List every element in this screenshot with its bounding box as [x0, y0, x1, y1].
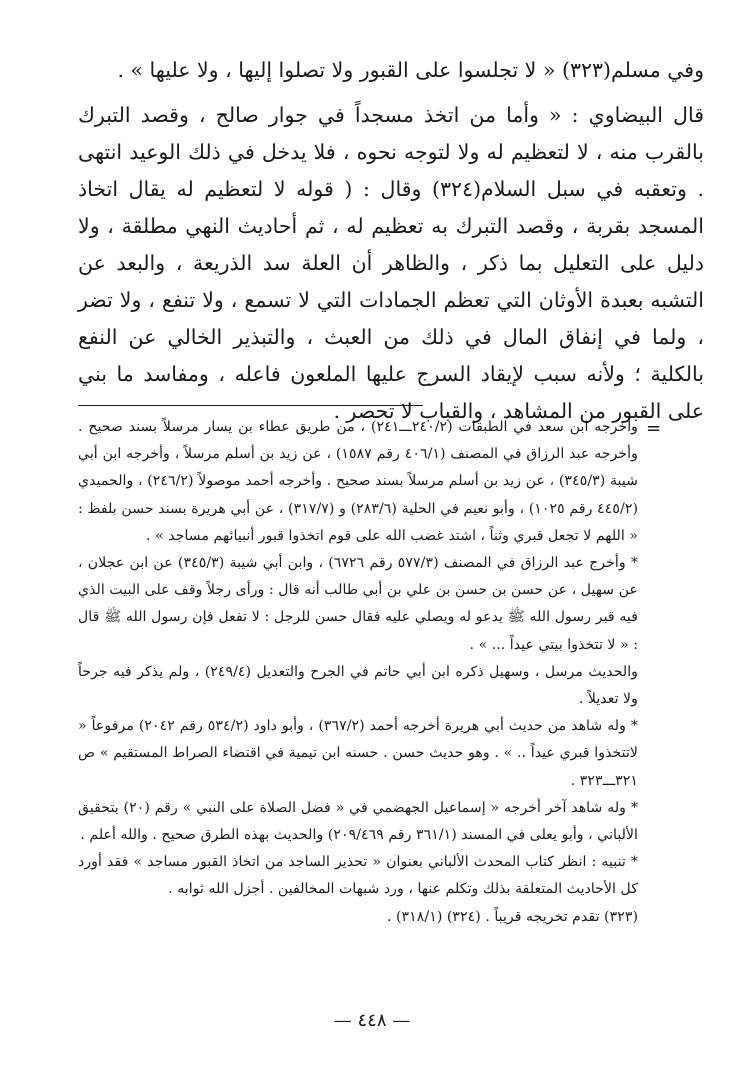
footnote-divider [78, 405, 423, 406]
continuation-mark: = [646, 418, 662, 439]
footnote-p3: والحديث مرسل ، وسهيل ذكره ابن أبي حاتم في الجرح والتعديل (٢٤٩/٤) ، ولم يذكر فيه جرحاً ولا تعديلاً . [78, 663, 638, 708]
footnote-p2: * وأخرج عبد الرزاق في المصنف (٥٧٧/٣ رقم ٦٧٢٦) ، وابن أبي شيبة (٣٤٥/٣) عن ابن عجلان ، عن سهيل ، عن حسن بن حسن بن علي بن أبي طالب أنه قال : ورأى رجلاً وقف على البيت الذي فيه قبر رسول الله ﷺ يدعو له ويصلي عليه فقال حسن للرجل : لا تفعل فإن رسول الله ﷺ قال : « لا تتخذوا بيتي عيداً ... » . [78, 555, 638, 653]
footnote-p4: * وله شاهد من حديث أبي هريرة أخرجه أحمد (٣٦٧/٢) ، وأبو داود (٥٣٤/٢ رقم ٢٠٤٢) مرفوعاً « لاتتخذوا قبري عيداً .. » . وهو حديث حسن . حسنه ابن تيمية في اقتضاء الصراط المستقيم » ص ٣٢١ـــ٣٢٣ . [78, 718, 638, 789]
main-text [78, 52, 704, 430]
main-line-1: وفي مسلم(٣٢٣) « لا تجلسوا على القبور ولا تصلوا إليها ، ولا عليها » . [117, 58, 704, 82]
footnote-p5: * وله شاهد آخر أخرجه « إسماعيل الجهضمي في « فضل الصلاة على النبي » رقم (٢٠) بتحقيق الألباني ، وأبو يعلى في المسند (٣٦١/١ رقم ٢٠٩/٤٦٩) والحديث بهذه الطرق صحيح . والله أعلم . [78, 799, 638, 844]
footnote-references: (٣٢٣) تقدم تخريجه قريباً . (٣٢٤) (٣١٨/١) . [386, 908, 638, 925]
page-number: — ٤٤٨ — [333, 1010, 411, 1031]
main-paragraph: قال البيضاوي : « وأما من اتخذ مسجداً في جوار صالح ، وقصد التبرك بالقرب منه ، لا لتعظيم له ولا لتوجه نحوه ، فلا يدخل في ذلك الوعيد انتهى . وتعقبه في سبل السلام(٣٢٤) وقال : ( قوله لا لتعظيم له يقال اتخاذ المسجد بقربة ، وقصد التبرك به تعظيم له ، ثم أحاديث النهي مطلقة ، ولا دليل على التعليل بما ذكر ، والظاهر أن العلة سد الذريعة ، والبعد عن التشبه بعبدة الأوثان التي تعظم الجمادات التي لا تسمع ، ولا تنفع ، ولا تضر ، ولما في إنفاق المال في ذلك من العبث ، والتبذير الخالي عن النفع بالكلية ؛ ولأنه سبب لإيقاد السرج عليها الملعون فاعله ، ومفاسد ما بني على القبور من المشاهد ، والقباب لا تحصر . [78, 103, 704, 423]
footnote-p1: وأخرجه ابن سعد في الطبقات (٢٤٠/٢ـــ٢٤١) ، من طريق عطاء بن يسار مرسلاً بسند صحيح . وأخرجه عبد الرزاق في المصنف (٤٠٦/١ رقم ١٥٨٧) ، عن زيد بن أسلم مرسلاً ، وأخرجه ابن أبي شيبة (٣٤٥/٣) ، عن زيد بن أسلم مرسلاً بسند صحيح . وأخرجه أحمد موصولاً (٢٤٦/٢) ، والحميدي (٤٤٥/٢ رقم ١٠٢٥) ، وأبو نعيم في الحلية (٢٨٣/٦) و (٣١٧/٧) ، عن أبي هريرة بسند حسن بلفظ : « اللهم لا تجعل قبري وثناً ، اشتد غضب الله على قوم اتخذوا قبور أنبيائهم مساجد » . [78, 419, 638, 544]
footnote-p6: * تنبيه : انظر كتاب المحدث الألباني بعنوان « تحذير الساجد من اتخاذ القبور مساجد » فقد أورد كل الأحاديث المتعلقة بذلك وتكلم عنها ، ورد شبهات المخالفين . أجزل الله ثوابه . [78, 854, 638, 898]
footnotes [78, 414, 638, 931]
